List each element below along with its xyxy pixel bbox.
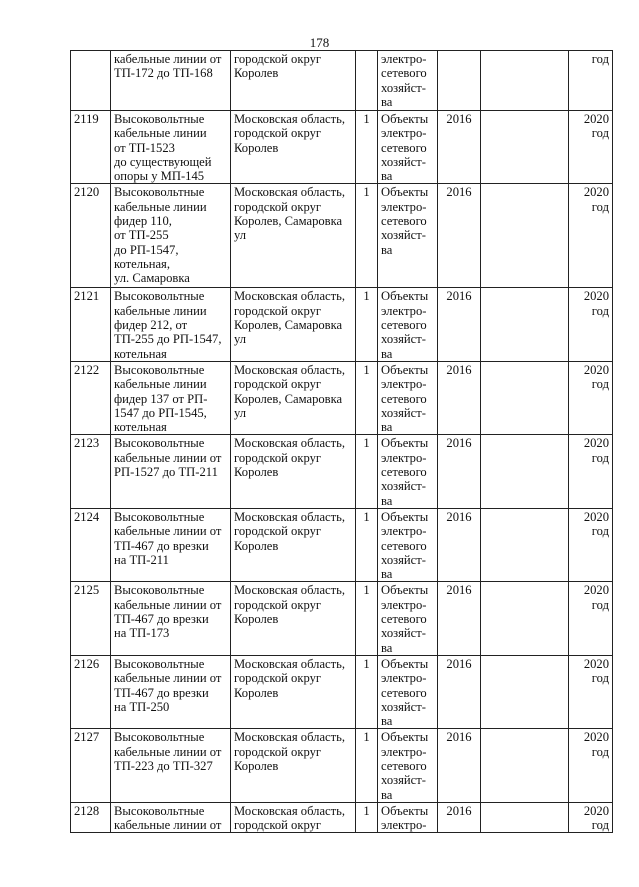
location-line: Королев, Самаровка [234,391,343,406]
deadline-line: 2020 [583,803,609,818]
deadline-line: 2020 [583,656,609,671]
object-type-line: хозяйст- [381,228,426,243]
year-value: 2016 [446,112,472,126]
year-cell [438,655,481,728]
deadline-line: год [591,52,609,66]
location-line: Королев, Самаровка [234,318,343,333]
object-name-line: на ТП-211 [114,552,169,567]
object-type-line: ва [381,169,393,184]
object-name-line: Высоковольтные [114,436,205,451]
year-value: 2016 [446,509,472,524]
row-number-value: 2125 [74,583,100,598]
object-type-cell [378,361,438,434]
location-line: Московская область, [234,656,346,671]
location-cell [231,361,356,434]
deadline-cell [569,582,613,655]
deadline-line: год [591,597,609,612]
object-name-line: кабельные линии от [114,818,222,833]
deadline-line: год [591,671,609,686]
location-line: Московская область, [234,185,346,200]
row-number-cell [71,582,111,655]
deadline-line: 2020 [583,436,609,451]
quantity-cell [356,51,378,111]
quantity-cell [356,508,378,581]
object-type-line: хозяйст- [381,332,426,347]
deadline-cell [569,288,613,361]
object-type-cell [378,508,438,581]
row-number-cell [71,508,111,581]
object-name-cell [111,729,231,802]
year-value: 2016 [446,362,472,377]
object-type-line: Объекты [381,803,429,818]
deadline-cell [569,111,613,184]
quantity-value: 1 [363,436,370,451]
object-type-line: сетевого [381,612,427,627]
object-name-line: Высоковольтные [114,583,205,598]
year-cell [438,802,481,833]
row-number-cell [71,802,111,833]
quantity-value: 1 [363,509,370,524]
location-line: Королев [234,685,279,700]
object-type-line: Объекты [381,730,429,745]
object-type-cell [378,802,438,833]
object-type-line: сетевого [381,214,427,229]
object-type-line: Объекты [381,509,429,524]
deadline-cell [569,655,613,728]
deadline-cell [569,435,613,508]
object-type-line: Объекты [381,583,429,598]
object-name-cell [111,508,231,581]
empty-cell [481,184,569,288]
year-cell [438,361,481,434]
object-name-line: ул. Самаровка [114,271,190,286]
object-type-line: электро- [381,377,427,392]
object-type-line: Объекты [381,656,429,671]
object-type-line: ва [381,567,393,582]
year-value: 2016 [446,656,472,671]
row-number-cell [71,655,111,728]
row-number-value: 2122 [74,362,100,377]
location-cell [231,435,356,508]
quantity-cell [356,729,378,802]
location-line: ул [234,228,247,243]
object-name-line: ТП-467 до врезки [114,612,209,627]
location-line: Королев [234,66,279,81]
object-name-line: от ТП-255 [114,228,169,243]
row-number-value: 2126 [74,656,100,671]
location-line: Московская область, [234,730,346,745]
object-name-line: фидер 137 от РП- [114,391,208,406]
object-name-line: кабельные линии [114,199,207,214]
object-type-line: ва [381,493,393,508]
object-type-cell [378,51,438,111]
deadline-line: 2020 [583,112,609,126]
quantity-cell [356,655,378,728]
row-number-value: 2128 [74,803,100,818]
object-type-line: Объекты [381,436,429,451]
object-type-cell [378,288,438,361]
year-value: 2016 [446,803,472,818]
location-line: городской округ [234,303,322,318]
location-line: Королев [234,612,279,627]
object-type-line: хозяйст- [381,626,426,641]
quantity-value: 1 [363,656,370,671]
year-cell [438,582,481,655]
deadline-line: 2020 [583,583,609,598]
deadline-line: 2020 [583,185,609,200]
object-name-line: ТП-467 до врезки [114,685,209,700]
location-line: городской округ [234,744,322,759]
quantity-value: 1 [363,112,370,126]
location-line: Московская область, [234,362,346,377]
object-type-line: электро- [381,126,427,141]
object-name-line: РП-1527 до ТП-211 [114,465,218,480]
object-type-line: электро- [381,450,427,465]
object-type-cell [378,184,438,288]
object-name-line: кабельные линии [114,126,207,141]
location-cell [231,184,356,288]
object-type-line: хозяйст- [381,552,426,567]
object-name-line: до существующей [114,154,212,169]
row-number-value: 2120 [74,185,100,200]
location-line: Королев [234,758,279,773]
object-type-line: электро- [381,199,427,214]
location-line: Королев [234,465,279,480]
year-cell [438,184,481,288]
deadline-cell [569,508,613,581]
location-cell [231,729,356,802]
row-number-value: 2121 [74,289,100,304]
object-type-line: электро- [381,524,427,539]
object-type-line: электро- [381,303,427,318]
deadline-line: год [591,377,609,392]
year-cell [438,51,481,111]
object-type-line: хозяйст- [381,773,426,788]
deadline-cell [569,51,613,111]
table-row [71,184,613,288]
year-cell [438,435,481,508]
object-name-cell [111,435,231,508]
year-cell [438,288,481,361]
object-type-cell [378,111,438,184]
object-type-line: сетевого [381,465,427,480]
quantity-cell [356,111,378,184]
object-name-line: кабельные линии [114,377,207,392]
object-type-line: хозяйст- [381,699,426,714]
table-row [71,582,613,655]
row-number-value: 2127 [74,730,100,745]
empty-cell [481,111,569,184]
table-row [71,361,613,434]
object-name-line: кабельные линии от [114,52,222,66]
table-row [71,288,613,361]
location-line: Московская область, [234,436,346,451]
table-row [71,51,613,111]
object-type-line: ва [381,640,393,655]
object-type-line: хозяйст- [381,154,426,169]
location-cell [231,655,356,728]
year-value: 2016 [446,289,472,304]
object-name-line: ТП-223 до ТП-327 [114,758,213,773]
object-type-line: ва [381,714,393,729]
object-type-line: ва [381,420,393,435]
quantity-value: 1 [363,289,370,304]
location-line: Королев [234,140,279,155]
object-type-line: Объекты [381,289,429,304]
quantity-cell [356,802,378,833]
object-name-line: ТП-255 до РП-1547, [114,332,222,347]
location-line: ул [234,332,247,347]
object-type-cell [378,435,438,508]
object-name-line: от ТП-1523 [114,140,175,155]
location-cell [231,111,356,184]
empty-cell [481,582,569,655]
quantity-value: 1 [363,362,370,377]
object-name-line: на ТП-173 [114,626,170,641]
object-type-line: электро- [381,818,427,833]
object-name-cell [111,51,231,111]
deadline-cell [569,802,613,833]
object-type-cell [378,729,438,802]
row-number-cell [71,729,111,802]
object-type-line: хозяйст- [381,405,426,420]
year-value: 2016 [446,583,472,598]
quantity-cell [356,582,378,655]
quantity-value: 1 [363,730,370,745]
object-type-line: сетевого [381,66,427,81]
empty-cell [481,729,569,802]
location-cell [231,802,356,833]
row-number-cell [71,184,111,288]
empty-cell [481,361,569,434]
deadline-line: 2020 [583,509,609,524]
year-cell [438,111,481,184]
year-value: 2016 [446,185,472,200]
object-name-line: котельная [114,346,167,361]
location-line: городской округ [234,126,322,141]
row-number-cell [71,361,111,434]
deadline-cell [569,729,613,802]
table-row [71,802,613,833]
empty-cell [481,508,569,581]
object-name-cell [111,288,231,361]
object-name-line: Высоковольтные [114,112,205,126]
table-row [71,111,613,184]
quantity-value: 1 [363,185,370,200]
location-line: Московская область, [234,583,346,598]
object-type-cell [378,655,438,728]
object-type-line: электро- [381,744,427,759]
year-cell [438,508,481,581]
location-line: Королев, Самаровка [234,214,343,229]
object-type-line: электро- [381,597,427,612]
empty-cell [481,435,569,508]
object-type-line: Объекты [381,112,429,126]
object-name-line: 1547 до РП-1545, [114,405,207,420]
object-type-line: ва [381,787,393,802]
location-line: городской округ [234,818,322,833]
quantity-cell [356,435,378,508]
object-type-line: хозяйст- [381,80,426,95]
object-name-line: до РП-1547, [114,242,179,257]
object-type-line: сетевого [381,318,427,333]
row-number-cell [71,111,111,184]
location-line: Московская область, [234,803,346,818]
object-name-line: Высоковольтные [114,656,205,671]
object-name-line: фидер 212, от [114,318,188,333]
registry-table [70,50,613,833]
location-line: городской округ [234,199,322,214]
object-type-line: хозяйст- [381,479,426,494]
object-name-line: Высоковольтные [114,185,205,200]
object-name-line: Высоковольтные [114,803,205,818]
object-type-line: ва [381,242,393,257]
deadline-line: 2020 [583,362,609,377]
object-name-cell [111,361,231,434]
object-name-cell [111,184,231,288]
location-line: Московская область, [234,509,346,524]
row-number-value: 2123 [74,436,100,451]
deadline-line: год [591,199,609,214]
year-value: 2016 [446,436,472,451]
location-cell [231,582,356,655]
location-line: городской округ [234,597,322,612]
location-cell [231,508,356,581]
object-name-line: Высоковольтные [114,362,205,377]
location-line: городской округ [234,52,322,66]
location-line: городской округ [234,524,322,539]
object-type-cell [378,582,438,655]
object-name-line: ТП-172 до ТП-168 [114,66,213,81]
object-type-line: Объекты [381,362,429,377]
row-number-cell [71,435,111,508]
quantity-value: 1 [363,583,370,598]
empty-cell [481,288,569,361]
deadline-line: год [591,744,609,759]
empty-cell [481,802,569,833]
location-cell [231,51,356,111]
quantity-cell [356,184,378,288]
object-name-line: на ТП-250 [114,699,170,714]
quantity-value: 1 [363,803,370,818]
object-name-line: котельная [114,420,167,435]
table-row [71,435,613,508]
year-cell [438,729,481,802]
object-name-line: кабельные линии от [114,450,222,465]
empty-cell [481,655,569,728]
object-name-line: кабельные линии [114,303,207,318]
row-number-value: 2124 [74,509,100,524]
location-line: городской округ [234,377,322,392]
location-line: Московская область, [234,289,346,304]
object-name-cell [111,802,231,833]
object-name-line: кабельные линии от [114,524,222,539]
deadline-line: год [591,818,609,833]
object-type-line: сетевого [381,538,427,553]
location-line: ул [234,405,247,420]
object-name-line: Высоковольтные [114,730,205,745]
deadline-line: год [591,126,609,141]
object-type-line: электро- [381,671,427,686]
object-name-line: ТП-467 до врезки [114,538,209,553]
deadline-line: год [591,524,609,539]
object-type-line: ва [381,94,393,109]
object-name-line: фидер 110, [114,214,172,229]
object-name-line: Высоковольтные [114,509,205,524]
object-name-line: кабельные линии от [114,744,222,759]
table-row [71,655,613,728]
row-number-cell [71,51,111,111]
object-name-line: кабельные линии от [114,671,222,686]
location-line: городской округ [234,450,322,465]
object-name-line: котельная, [114,256,171,271]
location-cell [231,288,356,361]
object-name-line: кабельные линии от [114,597,222,612]
object-type-line: сетевого [381,140,427,155]
location-line: Московская область, [234,112,346,126]
object-name-cell [111,655,231,728]
row-number-value: 2119 [74,112,99,126]
table-body [71,51,613,833]
deadline-line: 2020 [583,289,609,304]
deadline-cell [569,184,613,288]
table-row [71,508,613,581]
deadline-line: 2020 [583,730,609,745]
row-number-cell [71,288,111,361]
object-name-line: опоры у МП-145 [114,169,205,184]
deadline-cell [569,361,613,434]
location-line: Королев [234,538,279,553]
object-type-line: ва [381,346,393,361]
object-name-cell [111,582,231,655]
year-value: 2016 [446,730,472,745]
location-line: городской округ [234,671,322,686]
object-name-line: Высоковольтные [114,289,205,304]
quantity-cell [356,361,378,434]
quantity-cell [356,288,378,361]
empty-cell [481,51,569,111]
deadline-line: год [591,450,609,465]
object-name-cell [111,111,231,184]
page-number: 178 [309,35,330,50]
object-type-line: сетевого [381,391,427,406]
object-type-line: электро- [381,52,427,66]
object-type-line: сетевого [381,685,427,700]
object-type-line: Объекты [381,185,429,200]
deadline-line: год [591,303,609,318]
table-row [71,729,613,802]
object-type-line: сетевого [381,758,427,773]
